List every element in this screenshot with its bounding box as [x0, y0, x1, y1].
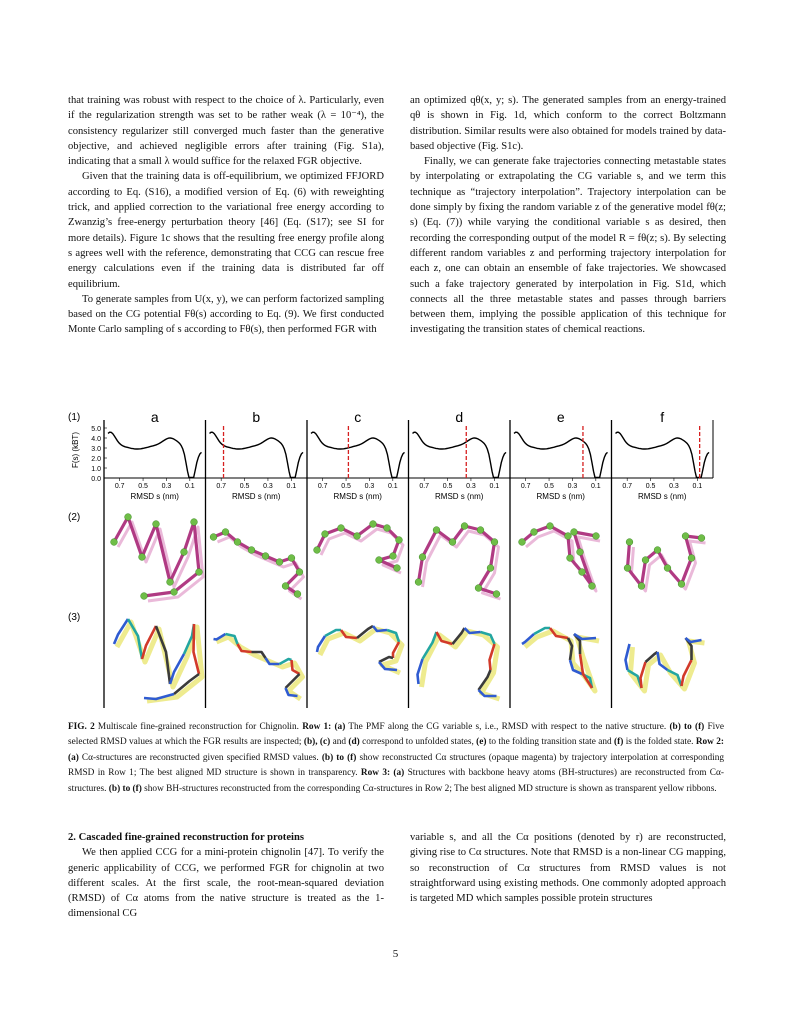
caption-bold: Row 2: [695, 737, 724, 748]
caption-text: The PMF along the CG variable s, i.e., RMSD with respect to the native structure. [345, 722, 670, 732]
panel-letter: c [354, 409, 362, 425]
x-axis-label: RMSD s (nm) [333, 492, 382, 501]
caption-bold: (a) [331, 722, 346, 732]
calpha-atom [153, 521, 160, 528]
calpha-atom [394, 565, 401, 572]
panel-letter: b [252, 409, 261, 425]
paragraph: Finally, we can generate fake trajectories connecting metastable states by interpolating or extrapolating the CG variable s, and we term this technique as “trajectory interpolation”. Trajectory interpolation can be done simply by fixing the random variable z of the generative model fθ(z; s) (Eq. (7)) while varying the conditional variable s as desired, then recording the corresponding output of the model R = fθ(z; s). By selecting different random variables z and performing trajectory interpolation for each z, one can obtain an ensemble of fake trajectories. We showcased such a fake trajectory generated by interpolation in Fig. S1d, which connects all the three metastable states and passes through barriers between them, implying the possible application of this technique for investigating the transition states of chemical reactions. [410, 156, 726, 336]
calpha-atom [475, 585, 482, 592]
calpha-atom [531, 529, 538, 536]
caption-bold: (f) [614, 737, 624, 748]
caption-bold: (a) [68, 752, 79, 763]
x-tick-label: 0.1 [184, 483, 195, 490]
x-tick-label: 0.1 [489, 483, 500, 490]
x-axis-label: RMSD s (nm) [435, 492, 484, 501]
calpha-atom [678, 581, 685, 588]
caption-bold: (d) [348, 737, 360, 748]
x-tick-label: 0.3 [669, 483, 679, 490]
y-tick-label: 3.0 [91, 446, 101, 453]
calpha-atom [191, 519, 198, 526]
x-tick-label: 0.3 [466, 483, 476, 490]
calpha-atom [370, 521, 377, 528]
y-tick-label: 1.0 [91, 466, 101, 473]
caption-bold: (b) to (f) [108, 783, 142, 794]
calpha-atom [589, 583, 596, 590]
y-tick-label: 4.0 [91, 436, 101, 443]
calpha-atom [654, 547, 661, 554]
calpha-atom [210, 534, 217, 541]
panel-letter: a [150, 409, 159, 425]
x-tick-label: 0.5 [544, 483, 554, 490]
calpha-atom [664, 565, 671, 572]
page-number: 5 [392, 948, 399, 960]
calpha-atom [181, 549, 188, 556]
paragraph: that training was robust with respect to the choice of λ. Particularly, even if the regularization strength was set to be rather weak (λ = 10⁻⁴), the consistency regularizer still converged much faster than the generative objective, and achieved negligible errors after training (Fig. S1a), indicating that a small λ would suffice for the relaxed FGR objective. [68, 95, 384, 168]
calpha-atom [577, 549, 584, 556]
caption-text: correspond to unfolded states, [359, 737, 477, 748]
x-tick-label: 0.3 [161, 483, 172, 490]
section-right-column [410, 830, 726, 906]
calpha-atom [125, 514, 132, 521]
caption-bold: (b), (c) [303, 737, 331, 748]
x-axis-label: RMSD s (nm) [130, 492, 179, 501]
figure-2 [68, 408, 723, 708]
calpha-atom [167, 579, 174, 586]
calpha-atom [384, 525, 391, 532]
x-tick-label: 0.7 [216, 483, 227, 490]
row-label: (3) [68, 612, 81, 623]
caption-text: to the folding transition state and [486, 737, 615, 748]
calpha-atom [222, 529, 229, 536]
calpha-atom [234, 539, 241, 546]
x-tick-label: 0.5 [645, 483, 656, 490]
x-tick-label: 0.1 [590, 483, 601, 490]
section-left-column [68, 830, 384, 922]
reference-ribbon [217, 637, 303, 699]
calpha-atom [638, 583, 645, 590]
x-axis-label: RMSD s (nm) [232, 492, 281, 501]
x-axis-label: RMSD s (nm) [536, 492, 585, 501]
x-tick-label: 0.5 [239, 483, 250, 490]
calpha-atom [262, 553, 269, 560]
calpha-atom [276, 559, 283, 566]
calpha-atom [593, 533, 600, 540]
caption-bold: (b) to (f) [321, 752, 357, 763]
row-label: (2) [68, 512, 81, 523]
x-tick-label: 0.3 [263, 483, 273, 490]
figure-caption [68, 720, 724, 797]
calpha-atom [433, 527, 440, 534]
pmf-curve [413, 432, 507, 477]
calpha-atom [519, 539, 526, 546]
calpha-atom [171, 589, 178, 596]
x-tick-label: 0.7 [520, 483, 531, 490]
x-tick-label: 0.1 [692, 483, 703, 490]
calpha-atom [354, 533, 361, 540]
calpha-atom [571, 529, 578, 536]
calpha-atom [294, 591, 301, 598]
caption-text: Structures with backbone heavy atoms (BH-structures) are reconstructed from Cα-structures. [68, 768, 724, 794]
x-tick-label: 0.1 [387, 483, 398, 490]
calpha-atom [547, 523, 554, 530]
caption-label: FIG. 2 [68, 722, 95, 732]
calpha-atom [296, 569, 303, 576]
x-tick-label: 0.5 [442, 483, 453, 490]
row-label: (1) [68, 412, 81, 423]
x-tick-label: 0.5 [341, 483, 351, 490]
calpha-atom [624, 565, 631, 572]
calpha-atom [682, 533, 689, 540]
calpha-atom [196, 569, 203, 576]
paragraph: To generate samples from U(x, y), we can perform factorized sampling based on the CG potential Fθ(s) according to Eq. (9). We first conducted Monte Carlo sampling of s according to Fθ(s), then performed FGR with [68, 293, 384, 336]
caption-bold: Row 1: [302, 722, 332, 732]
pmf-curve [514, 432, 608, 477]
y-axis-label: F(s) (kBT) [71, 432, 80, 468]
section-heading: 2. Cascaded fine-grained reconstruction for proteins [68, 832, 304, 843]
pmf-curve [311, 432, 405, 477]
calpha-atom [248, 547, 255, 554]
x-tick-label: 0.1 [286, 483, 297, 490]
x-tick-label: 0.7 [317, 483, 328, 490]
calpha-atom [698, 535, 705, 542]
y-tick-label: 0.0 [91, 476, 101, 483]
y-tick-label: 5.0 [91, 426, 101, 433]
panel-letter: e [556, 409, 565, 425]
calpha-atom [419, 554, 426, 561]
calpha-atom [688, 555, 695, 562]
caption-text: show reconstructed Cα structures (opaque magenta) by trajectory interpolation at corresponding RMSD in Row 1; The best aligned MD structure is shown in transparency. [68, 752, 724, 779]
right-text-column [410, 93, 726, 338]
pmf-curve [616, 432, 710, 477]
caption-text: Multiscale fine-grained reconstruction for Chignolin. [94, 722, 303, 732]
calpha-atom [322, 531, 329, 538]
paragraph: Given that the training data is off-equilibrium, we optimized FFJORD according to Eq. (S16), a modified version of Eq. (6) with reweighting trick, and applied correction to the variational free energy according to Zwanzig’s free-energy perturbation theory [46] (Eq. (S17); see SI for more details). Figure 1c shows that the resulting free energy profile along s agrees well with the reference, demonstrating that CCG can rescue free energy calculations even if the training data is distributed far off equilibrium. [68, 171, 384, 290]
calpha-atom [477, 527, 484, 534]
x-tick-label: 0.7 [114, 483, 125, 490]
caption-bold: (b) to (f) [669, 722, 705, 732]
calpha-atom [338, 525, 345, 532]
x-tick-label: 0.3 [567, 483, 578, 490]
pmf-curve [108, 432, 202, 477]
calpha-atom [491, 539, 498, 546]
calpha-atom [565, 533, 572, 540]
calpha-atom [396, 537, 403, 544]
x-tick-label: 0.7 [419, 483, 430, 490]
calpha-atom [487, 565, 494, 572]
calpha-atom [288, 555, 295, 562]
caption-text: show BH-structures reconstructed from the corresponding Cα-structures in Row 2; The best aligned MD structure is shown as transparent yellow ribbons. [141, 783, 717, 794]
caption-text: is the folded state. [623, 737, 696, 748]
calpha-atom [567, 555, 574, 562]
panel-letter: d [455, 409, 464, 425]
caption-bold: (a) [390, 768, 405, 779]
calpha-atom [415, 579, 422, 586]
calpha-atom [282, 583, 289, 590]
calpha-atom [626, 539, 633, 546]
caption-bold: Row 3: [360, 768, 391, 779]
left-text-column [68, 93, 384, 338]
calpha-atom [461, 523, 468, 530]
calpha-atom [139, 554, 146, 561]
y-tick-label: 2.0 [91, 456, 101, 463]
calpha-atom [642, 557, 649, 564]
panel-letter: f [660, 409, 665, 425]
paragraph: an optimized qθ(x, y; s). The generated samples from an energy-trained qθ is shown in Fig. 1d, which conform to the correct Boltzmann distribution. Similar results were also obtained for models trained by data-based objective (Fig. S1c). [410, 95, 726, 152]
x-tick-label: 0.3 [364, 483, 375, 490]
calpha-atom [579, 569, 586, 576]
x-axis-label: RMSD s (nm) [638, 492, 687, 501]
caption-text: Cα-structures are reconstructed given specified RMSD values. [78, 752, 322, 763]
calpha-atom [141, 593, 148, 600]
calpha-atom [493, 591, 500, 598]
x-tick-label: 0.7 [622, 483, 633, 490]
calpha-atom [390, 553, 397, 560]
paragraph: variable s, and all the Cα positions (denoted by r) are reconstructed, giving rise to Cα structures. Note that RMSD is a non-linear CG mapping, so reconstruction of Cα structures from RMSD values is not straightforward using existing methods. One commonly adopted approach is targeted MD which samples possible protein structures [410, 832, 726, 905]
calpha-atom [449, 539, 456, 546]
caption-bold: (e) [476, 737, 487, 748]
caption-text: Five selected RMSD values at which the FGR results are inspected; [68, 722, 725, 748]
calpha-atom [376, 557, 383, 564]
caption-text: and [330, 737, 349, 748]
paragraph: We then applied CCG for a mini-protein chignolin [47]. To verify the generic applicability of CCG, we performed FGR for chignolin at two different scales. At the first scale, the root-mean-squared deviation (RMSD) of Cα atoms from the native structure is treated as the 1-dimensional CG [68, 847, 384, 920]
calpha-atom [111, 539, 118, 546]
calpha-atom [314, 547, 321, 554]
x-tick-label: 0.5 [138, 483, 148, 490]
